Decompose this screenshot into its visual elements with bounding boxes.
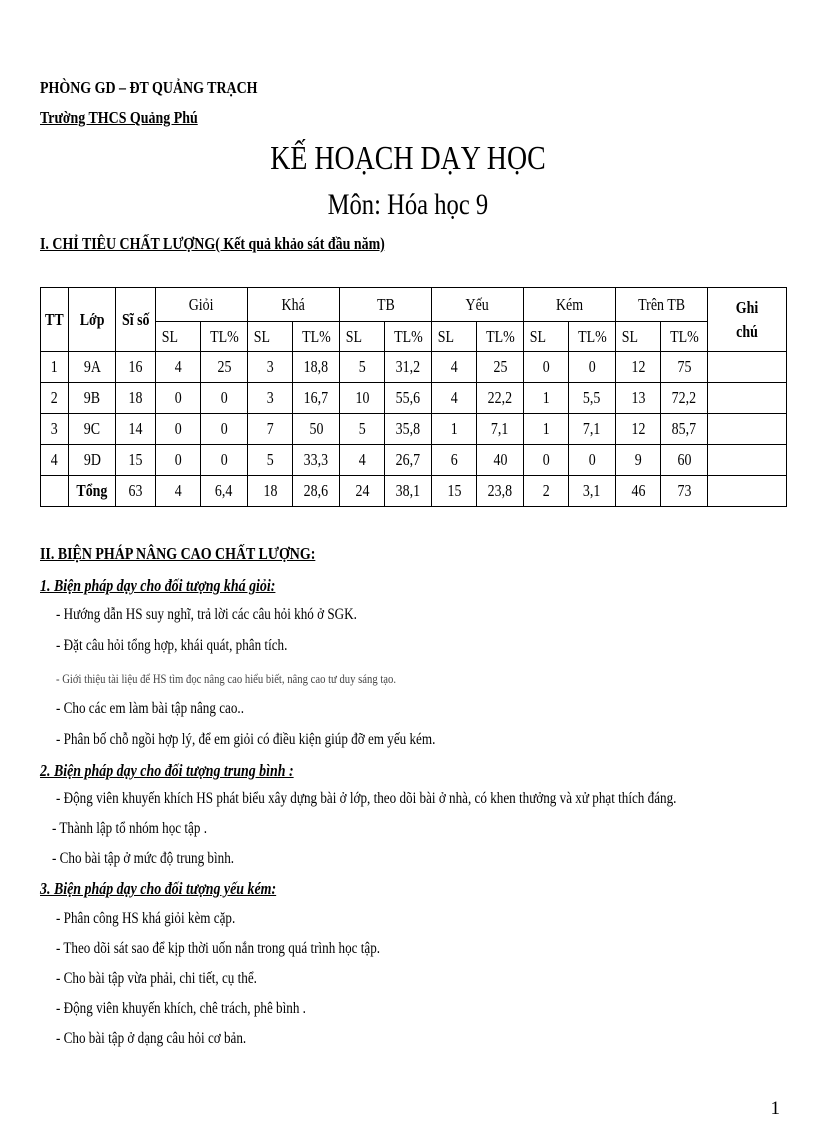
table-cell [708,414,787,445]
list-item: - Giới thiệu tài liệu để HS tìm đọc nâng cao hiểu biết, nâng cao tư duy sáng tạo. [56,671,397,686]
table-cell: 7 [248,414,293,445]
list-item: - Động viên khuyến khích, chê trách, phê bình . [56,1000,306,1017]
header-group-gioi: Giỏi [156,288,248,322]
table-cell [708,352,787,383]
table-cell: 3,1 [569,476,616,507]
list-item: - Cho bài tập vừa phải, chi tiết, cụ thể. [56,970,257,987]
header-class-size: Sĩ số [116,288,156,352]
table-cell: 16 [116,352,156,383]
table-cell: 7,1 [477,414,524,445]
table-cell: 4 [432,383,477,414]
page-number: 1 [770,1098,780,1119]
quality-target-table [40,287,787,507]
table-cell: 15 [116,445,156,476]
table-cell: 1 [41,352,69,383]
table-cell: 4 [156,352,201,383]
table-cell: 16,7 [293,383,340,414]
table-cell: 1 [524,414,569,445]
table-cell: 85,7 [661,414,708,445]
sub-sl: SL [524,322,569,352]
table-cell: 25 [201,352,248,383]
table-cell: 28,6 [293,476,340,507]
list-item: - Cho các em làm bài tập nâng cao.. [56,700,244,717]
table-header-row [41,288,787,322]
document-title: KẾ HOẠCH DẠY HỌC [270,140,546,177]
table-cell [708,383,787,414]
table-cell: 1 [524,383,569,414]
list-item: - Cho bài tập ở dạng câu hỏi cơ bản. [56,1030,247,1047]
list-item: - Cho bài tập ở mức độ trung bình. [52,850,235,867]
sub-sl: SL [248,322,293,352]
table-row [41,476,787,507]
header-notes: Ghi chú [708,288,787,352]
table-cell: 5 [248,445,293,476]
header-group-kha: Khá [248,288,340,322]
table-cell: 9 [616,445,661,476]
sub-sl: SL [340,322,385,352]
header-group-tb: TB [340,288,432,322]
table-cell: 35,8 [385,414,432,445]
table-cell: 46 [616,476,661,507]
table-cell: 4 [156,476,201,507]
table-cell: 15 [432,476,477,507]
table-cell: 9A [69,352,116,383]
table-cell: 75 [661,352,708,383]
header-tt: TT [41,288,69,352]
table-cell: 31,2 [385,352,432,383]
table-cell: 6,4 [201,476,248,507]
table-cell: 40 [477,445,524,476]
table-cell: 23,8 [477,476,524,507]
header-group-tren-tb: Trên TB [616,288,708,322]
table-cell: 73 [661,476,708,507]
sub-sl: SL [616,322,661,352]
table-cell: 12 [616,352,661,383]
table-cell: 0 [156,445,201,476]
table-cell: 0 [201,383,248,414]
table-cell: 0 [156,383,201,414]
table-cell: 50 [293,414,340,445]
list-item: - Đặt câu hỏi tổng hợp, khái quát, phân tích. [56,637,288,654]
subject-title: Môn: Hóa học 9 [327,188,489,221]
table-cell: 0 [201,414,248,445]
table-cell: 9B [69,383,116,414]
table-cell: 14 [116,414,156,445]
table-cell: 3 [248,352,293,383]
table-cell: 0 [569,445,616,476]
table-cell: 7,1 [569,414,616,445]
table-cell: 5 [340,414,385,445]
sub-sl: SL [156,322,201,352]
measure-group-3-title: 3. Biện pháp dạy cho đối tượng yếu kém: [40,879,277,898]
table-cell: 0 [569,352,616,383]
table-cell: 4 [340,445,385,476]
table-cell [708,445,787,476]
table-cell: 0 [524,352,569,383]
table-cell: 5,5 [569,383,616,414]
table-cell: 4 [432,352,477,383]
list-item: - Phân bố chỗ ngồi hợp lý, để em giỏi có điều kiện giúp đỡ em yếu kém. [56,731,436,748]
list-item: - Động viên khuyến khích HS phát biểu xây dựng bài ở lớp, theo dõi bài ở nhà, có khen thưởng và xử phạt thích đáng. [56,790,677,807]
header-class: Lớp [69,288,116,352]
table-cell: 63 [116,476,156,507]
list-item: - Thành lập tổ nhóm học tập . [52,820,207,837]
sub-tl: TL% [569,322,616,352]
table-cell: 18 [116,383,156,414]
table-cell: 1 [432,414,477,445]
table-cell: 60 [661,445,708,476]
table-cell: 25 [477,352,524,383]
table-cell: 72,2 [661,383,708,414]
header-group-yeu: Yếu [432,288,524,322]
table-cell [41,476,69,507]
table-cell: 10 [340,383,385,414]
sub-sl: SL [432,322,477,352]
table-cell: 33,3 [293,445,340,476]
list-item: - Phân công HS khá giỏi kèm cặp. [56,910,236,927]
table-cell: Tổng [69,476,116,507]
table-cell: 3 [41,414,69,445]
section-2-heading: II. BIỆN PHÁP NÂNG CAO CHẤT LƯỢNG: [40,544,316,563]
table-cell: 9D [69,445,116,476]
department-name: PHÒNG GD – ĐT QUẢNG TRẠCH [40,78,258,97]
sub-tl: TL% [385,322,432,352]
list-item: - Hướng dẫn HS suy nghĩ, trả lời các câu hỏi khó ở SGK. [56,606,357,623]
table-row [41,352,787,383]
measure-group-1-title: 1. Biện pháp dạy cho đối tượng khá giỏi: [40,576,276,595]
table-row [41,383,787,414]
table-row [41,445,787,476]
table-cell: 22,2 [477,383,524,414]
sub-tl: TL% [293,322,340,352]
table-cell: 26,7 [385,445,432,476]
table-cell [708,476,787,507]
table-cell: 38,1 [385,476,432,507]
table-cell: 13 [616,383,661,414]
list-item: - Theo dõi sát sao để kịp thời uốn nắn trong quá trình học tập. [56,940,381,957]
section-1-heading: I. CHỈ TIÊU CHẤT LƯỢNG( Kết quả khảo sát đầu năm) [40,234,385,253]
table-cell: 3 [248,383,293,414]
table-cell: 2 [524,476,569,507]
header-group-kem: Kém [524,288,616,322]
table-cell: 6 [432,445,477,476]
sub-tl: TL% [201,322,248,352]
table-cell: 18,8 [293,352,340,383]
table-cell: 0 [201,445,248,476]
table-cell: 12 [616,414,661,445]
sub-tl: TL% [661,322,708,352]
table-row [41,414,787,445]
table-cell: 2 [41,383,69,414]
measure-group-2-title: 2. Biện pháp dạy cho đối tượng trung bình : [40,761,294,780]
table-cell: 18 [248,476,293,507]
table-cell: 0 [156,414,201,445]
table-cell: 24 [340,476,385,507]
sub-tl: TL% [477,322,524,352]
table-cell: 55,6 [385,383,432,414]
table-cell: 5 [340,352,385,383]
school-name: Trường THCS Quảng Phú [40,108,198,127]
table-cell: 0 [524,445,569,476]
table-cell: 9C [69,414,116,445]
table-cell: 4 [41,445,69,476]
